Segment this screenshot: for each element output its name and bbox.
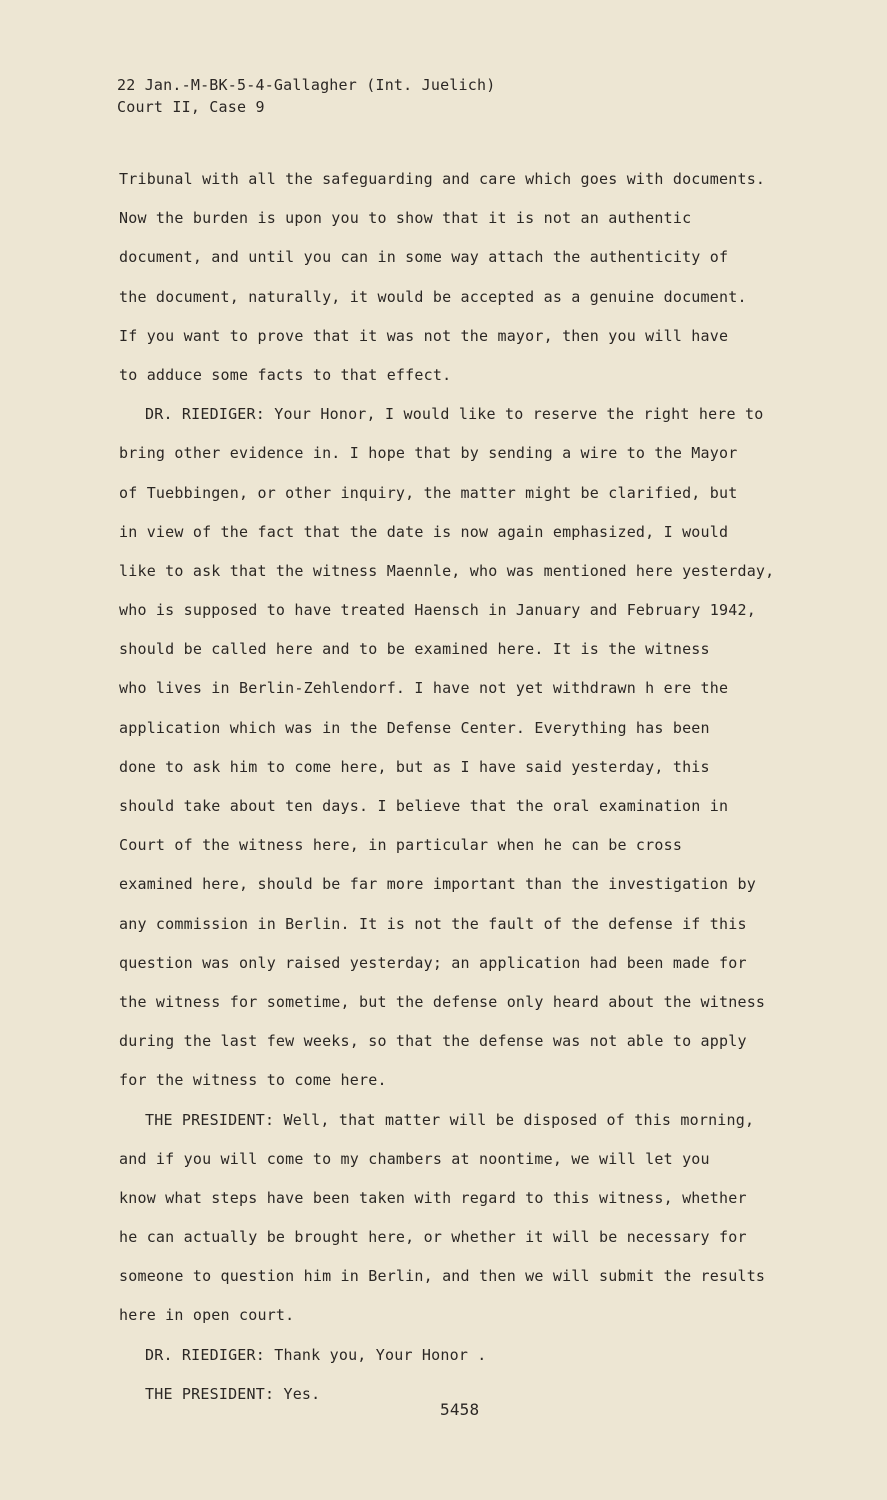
document-header [117,74,495,118]
transcript-line: the document, naturally, it would be accepted as a genuine document. [119,287,747,306]
transcript-line: like to ask that the witness Maennle, who was mentioned here yesterday, [119,561,775,580]
transcript-line: someone to question him in Berlin, and then we will submit the results [119,1267,766,1286]
transcript-line: should take about ten days. I believe that the oral examination in [119,797,729,815]
header-line-2: Court II, Case 9 [117,98,265,116]
transcript-line: Now the burden is upon you to show that it is not an authentic [119,209,692,228]
transcript-line: and if you will come to my chambers at noontime, we will let you [119,1149,710,1168]
transcript-line: know what steps have been taken with regard to this witness, whether [119,1188,747,1207]
transcript-line: of Tuebbingen, or other inquiry, the matter might be clarified, but [119,483,738,502]
transcript-line: who is supposed to have treated Haensch in January and February 1942, [119,601,756,620]
transcript-line: bring other evidence in. I hope that by sending a wire to the Mayor [119,444,738,463]
transcript-line: here in open court. [119,1306,295,1325]
page-number: 5458 [440,1400,480,1419]
header-line-1: 22 Jan.-M-BK-5-4-Gallagher (Int. Juelich) [117,76,496,94]
transcript-line: for the witness to come here. [119,1071,387,1090]
transcript-line: who lives in Berlin-Zehlendorf. I have not yet withdrawn h ere the [119,679,729,698]
transcript-line: Court of the witness here, in particular when he can be cross [119,836,683,855]
transcript-line: examined here, should be far more important than the investigation by [119,875,756,894]
speaker-line: DR. RIEDIGER: Thank you, Your Honor . [145,1345,487,1364]
transcript-body [119,160,819,1414]
transcript-line: to adduce some facts to that effect. [119,365,452,384]
transcript-line: application which was in the Defense Center. Everything has been [119,718,710,737]
transcript-line: question was only raised yesterday; an application had been made for [119,953,747,972]
transcript-line: done to ask him to come here, but as I have said yesterday, this [119,757,710,776]
speaker-line: DR. RIEDIGER: Your Honor, I would like to reserve the right here to [145,405,764,424]
transcript-line: he can actually be brought here, or whether it will be necessary for [119,1228,747,1247]
transcript-line: during the last few weeks, so that the defense was not able to apply [119,1032,747,1051]
transcript-line: any commission in Berlin. It is not the fault of the defense if this [119,914,747,933]
transcript-line: in view of the fact that the date is now again emphasized, I would [119,522,729,541]
transcript-line: the witness for sometime, but the defense only heard about the witness [119,992,766,1011]
transcript-line: should be called here and to be examined here. It is the witness [119,640,710,659]
transcript-line: document, and until you can in some way attach the authenticity of [119,248,729,267]
transcript-line: If you want to prove that it was not the mayor, then you will have [119,326,729,345]
speaker-line: THE PRESIDENT: Yes. [145,1384,321,1403]
transcript-line: Tribunal with all the safeguarding and care which goes with documents. [119,170,766,188]
speaker-line: THE PRESIDENT: Well, that matter will be disposed of this morning, [145,1110,755,1129]
